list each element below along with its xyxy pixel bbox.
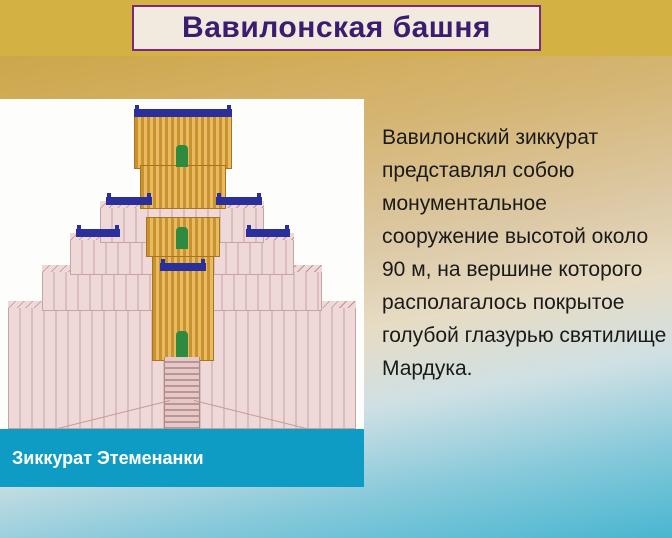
- page-title: Вавилонская башня: [182, 11, 491, 44]
- central-staircase: [164, 357, 200, 429]
- image-caption: Зиккурат Этеменанки: [12, 447, 204, 468]
- battlement-left-low: [76, 229, 120, 237]
- shrine-door-lower: [176, 331, 188, 357]
- image-panel: [0, 99, 364, 487]
- title-box: [132, 5, 541, 51]
- body-paragraph: Вавилонский зиккурат представлял собою монументальное сооружение высотой около 90 м, на вершине которого располагалось покрытое голубой глазурью святилище Мардука.: [382, 126, 667, 380]
- shrine-door-mid: [176, 227, 188, 249]
- text-block: [382, 100, 668, 406]
- gold-shrine-upper: [140, 165, 226, 209]
- battlement-left-mid: [106, 197, 152, 205]
- battlement-right-low: [246, 229, 290, 237]
- ziggurat-illustration: [0, 99, 364, 429]
- shrine-door-top: [176, 145, 188, 167]
- battlement-right-mid: [216, 197, 262, 205]
- image-caption-bar: [0, 429, 364, 487]
- battlement-center-low: [160, 263, 206, 271]
- battlement-top: [134, 109, 232, 117]
